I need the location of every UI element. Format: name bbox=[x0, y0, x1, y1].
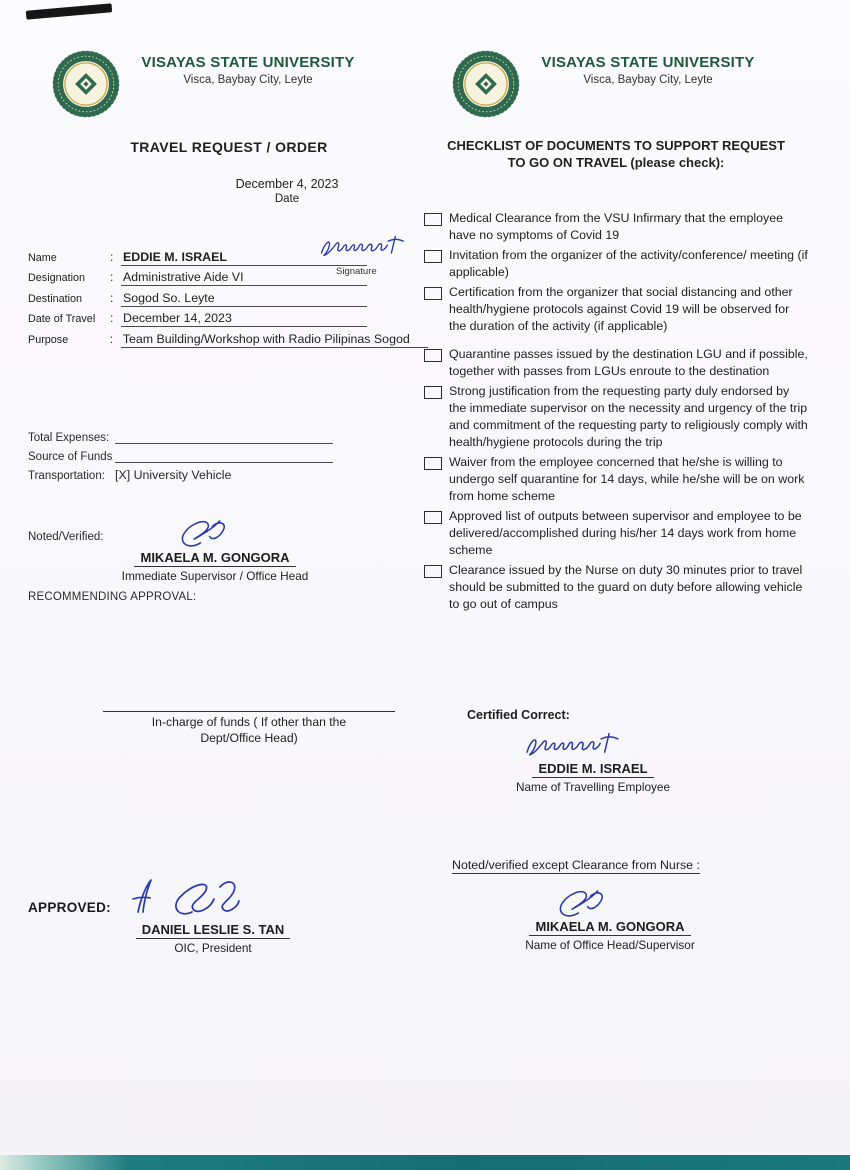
checklist-title-line1: CHECKLIST OF DOCUMENTS TO SUPPORT REQUEST bbox=[447, 138, 785, 153]
president-name: DANIEL LESLIE S. TAN bbox=[136, 922, 291, 939]
signature-daniel-tan bbox=[118, 870, 288, 922]
checklist-title-line2: TO GO ON TRAVEL (please check): bbox=[507, 155, 725, 170]
approved-label: APPROVED: bbox=[28, 900, 111, 915]
incharge-caption-line2: Dept/Office Head) bbox=[200, 731, 298, 745]
noted-verified-label: Noted/Verified: bbox=[28, 531, 104, 543]
field-colon: : bbox=[110, 270, 114, 284]
checklist-item bbox=[424, 346, 808, 380]
university-name-left: VISAYAS STATE UNIVERSITY bbox=[141, 54, 355, 71]
date-block bbox=[187, 177, 387, 205]
travelling-employee-name: EDDIE M. ISRAEL bbox=[532, 761, 653, 778]
supervisor-block bbox=[100, 549, 330, 583]
checklist-item bbox=[424, 454, 808, 505]
incharge-signature-line bbox=[103, 711, 395, 712]
checkbox[interactable] bbox=[424, 386, 442, 399]
checklist bbox=[424, 210, 808, 616]
university-address-left: Visca, Baybay City, Leyte bbox=[183, 74, 313, 86]
office-head-block bbox=[510, 918, 710, 952]
vsu-seal-logo-left bbox=[52, 50, 120, 118]
office-head-caption: Name of Office Head/Supervisor bbox=[525, 938, 695, 952]
signature-eddie-israel bbox=[522, 731, 622, 761]
president-title: OIC, President bbox=[174, 941, 252, 955]
checkbox[interactable] bbox=[424, 213, 442, 226]
signature-eddie-israel bbox=[318, 234, 406, 261]
field-value-purpose: Team Building/Workshop with Radio Pilipinas Sogod bbox=[121, 332, 428, 348]
checklist-item bbox=[424, 383, 808, 451]
transportation-value: [X] University Vehicle bbox=[115, 468, 232, 482]
checklist-item-text: Strong justification from the requesting party duly endorsed by the immediate supervisor on the necessity and urgency of the trip and commitment of the requesting party to religiously comply with health/hygiene protocols during the trip bbox=[449, 384, 808, 449]
signature-mikaela-gongora bbox=[172, 510, 238, 552]
date-label: Date bbox=[274, 193, 300, 205]
recommending-approval-label: RECOMMENDING APPROVAL: bbox=[28, 591, 197, 603]
travelling-employee-block bbox=[498, 760, 688, 794]
checkbox[interactable] bbox=[424, 511, 442, 524]
checklist-item bbox=[424, 508, 808, 559]
total-expenses-label: Total Expenses: bbox=[28, 432, 110, 444]
university-address-right: Visca, Baybay City, Leyte bbox=[583, 74, 713, 86]
field-colon: : bbox=[110, 311, 114, 325]
checklist-item-text: Certification from the organizer that social distancing and other health/hygiene protocols against Covid 19 will be observed for the duration of the activity (if applicable) bbox=[449, 285, 793, 333]
date-value: December 4, 2023 bbox=[235, 177, 339, 191]
incharge-caption-line1: In-charge of funds ( If other than the bbox=[151, 715, 347, 729]
form-title: TRAVEL REQUEST / ORDER bbox=[130, 139, 328, 155]
checklist-item-text: Medical Clearance from the VSU Infirmary that the employee have no symptoms of Covid 19 bbox=[449, 211, 784, 242]
field-value-designation: Administrative Aide VI bbox=[121, 270, 367, 286]
checkbox[interactable] bbox=[424, 287, 442, 300]
field-value-destination: Sogod So. Leyte bbox=[121, 291, 367, 307]
field-colon: : bbox=[109, 331, 114, 346]
noted-except-label: Noted/verified except Clearance from Nurse : bbox=[452, 858, 700, 872]
supervisor-title: Immediate Supervisor / Office Head bbox=[121, 569, 309, 583]
transportation-row bbox=[28, 463, 388, 482]
scan-smudge-artifact bbox=[26, 3, 112, 19]
field-label-name: Name bbox=[28, 251, 57, 264]
field-row-date-of-travel bbox=[28, 307, 428, 328]
field-label-designation: Designation bbox=[28, 272, 86, 284]
checklist-item bbox=[424, 562, 808, 613]
checklist-item-text: Invitation from the organizer of the activity/conference/ meeting (if applicable) bbox=[449, 248, 808, 279]
field-value-date-of-travel: December 14, 2023 bbox=[121, 311, 367, 327]
supervisor-name: MIKAELA M. GONGORA bbox=[134, 550, 295, 567]
signature-mikaela-gongora bbox=[550, 880, 616, 922]
checklist-item bbox=[424, 210, 808, 244]
expenses-block bbox=[28, 425, 388, 482]
checklist-item-text: Quarantine passes issued by the destination LGU and if possible, together with passes from LGUs enroute to the destination bbox=[449, 347, 808, 378]
signature-caption: Signature bbox=[336, 266, 377, 277]
field-colon: : bbox=[110, 249, 114, 264]
source-of-funds-row bbox=[28, 444, 388, 463]
field-colon: : bbox=[110, 290, 114, 305]
university-name-right: VISAYAS STATE UNIVERSITY bbox=[541, 54, 755, 71]
source-of-funds-label: Source of Funds bbox=[28, 451, 113, 463]
field-value-name: EDDIE M. ISRAEL bbox=[121, 250, 367, 266]
checklist-title bbox=[420, 137, 812, 171]
field-label-date-of-travel: Date of Travel bbox=[28, 313, 96, 325]
transportation-label: Transportation: bbox=[28, 470, 105, 482]
field-row-purpose bbox=[28, 327, 428, 348]
checklist-item-text: Waiver from the employee concerned that he/she is willing to undergo self quarantine for 14 days, while he/she will be on work from home scheme bbox=[449, 455, 805, 503]
incharge-caption bbox=[103, 714, 395, 746]
field-row-destination bbox=[28, 286, 428, 307]
checkbox[interactable] bbox=[424, 250, 442, 263]
checklist-item-text: Clearance issued by the Nurse on duty 30 minutes prior to travel should be submitted to the guard on duty before allowing vehicle to go out of campus bbox=[449, 563, 803, 611]
checkbox[interactable] bbox=[424, 457, 442, 470]
scan-edge-strip-artifact bbox=[0, 1155, 850, 1170]
left-header bbox=[117, 54, 379, 86]
certified-correct-label: Certified Correct: bbox=[467, 708, 570, 722]
checklist-item-text: Approved list of outputs between supervisor and employee to be delivered/accomplished during his/her 14 days work from home scheme bbox=[449, 509, 802, 557]
field-label-destination: Destination bbox=[28, 292, 83, 305]
field-label-purpose: Purpose bbox=[28, 333, 69, 346]
vsu-seal-logo-right bbox=[452, 50, 520, 118]
travelling-employee-caption: Name of Travelling Employee bbox=[515, 780, 671, 794]
checklist-item bbox=[424, 247, 808, 281]
president-block bbox=[108, 921, 318, 955]
checkbox[interactable] bbox=[424, 565, 442, 578]
office-head-name: MIKAELA M. GONGORA bbox=[529, 919, 690, 936]
checkbox[interactable] bbox=[424, 349, 442, 362]
right-header bbox=[517, 54, 779, 86]
total-expenses-blank-line bbox=[115, 430, 333, 444]
source-of-funds-blank-line bbox=[115, 449, 333, 463]
total-expenses-row bbox=[28, 425, 388, 444]
checklist-item bbox=[424, 284, 808, 335]
